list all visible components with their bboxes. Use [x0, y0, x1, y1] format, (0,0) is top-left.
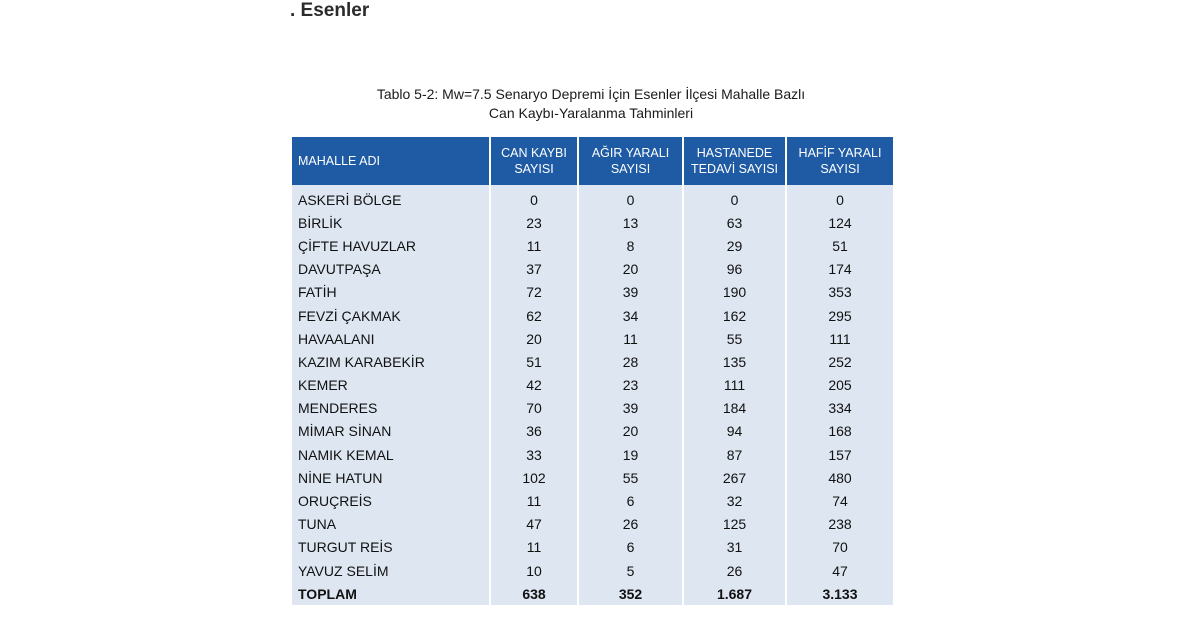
cell-hafif-yarali: 205 — [786, 374, 893, 397]
cell-mahalle-name: FEVZİ ÇAKMAK — [292, 304, 490, 327]
cell-hastanede-tedavi: 87 — [683, 443, 786, 466]
total-mahalle-name: TOPLAM — [292, 582, 490, 605]
cell-mahalle-name: TURGUT REİS — [292, 536, 490, 559]
cell-hafif-yarali: 480 — [786, 466, 893, 489]
table-total-row — [292, 582, 893, 605]
table-row — [292, 489, 893, 512]
cell-can-kaybi: 102 — [490, 466, 578, 489]
cell-hafif-yarali: 111 — [786, 327, 893, 350]
cell-can-kaybi: 62 — [490, 304, 578, 327]
caption-line-1: Tablo 5-2: Mw=7.5 Senaryo Depremi İçin Esenler İlçesi Mahalle Bazlı — [376, 86, 806, 102]
cell-agir-yarali: 13 — [578, 211, 683, 234]
cell-mahalle-name: DAVUTPAŞA — [292, 258, 490, 281]
cell-can-kaybi: 37 — [490, 258, 578, 281]
total-hastanede-tedavi: 1.687 — [683, 582, 786, 605]
cell-agir-yarali: 26 — [578, 513, 683, 536]
header-agir-yarali: AĞIR YARALI SAYISI — [578, 137, 683, 185]
cell-hastanede-tedavi: 32 — [683, 489, 786, 512]
cell-can-kaybi: 70 — [490, 397, 578, 420]
cell-mahalle-name: BİRLİK — [292, 211, 490, 234]
cell-agir-yarali: 28 — [578, 350, 683, 373]
table-row — [292, 234, 893, 257]
cell-hastanede-tedavi: 162 — [683, 304, 786, 327]
cell-can-kaybi: 47 — [490, 513, 578, 536]
cell-mahalle-name: MİMAR SİNAN — [292, 420, 490, 443]
cell-agir-yarali: 8 — [578, 234, 683, 257]
cell-agir-yarali: 6 — [578, 489, 683, 512]
table-header-row — [292, 137, 893, 185]
cell-hastanede-tedavi: 125 — [683, 513, 786, 536]
table-caption — [290, 85, 892, 123]
table-row — [292, 443, 893, 466]
cell-agir-yarali: 34 — [578, 304, 683, 327]
header-hafif-yarali: HAFİF YARALI SAYISI — [786, 137, 893, 185]
cell-hafif-yarali: 168 — [786, 420, 893, 443]
caption-line-2: Can Kaybı-Yaralanma Tahminleri — [488, 105, 694, 121]
table-row — [292, 211, 893, 234]
cell-mahalle-name: TUNA — [292, 513, 490, 536]
cell-can-kaybi: 11 — [490, 234, 578, 257]
table-row — [292, 374, 893, 397]
cell-hastanede-tedavi: 94 — [683, 420, 786, 443]
table-row — [292, 350, 893, 373]
cell-can-kaybi: 51 — [490, 350, 578, 373]
cell-can-kaybi: 23 — [490, 211, 578, 234]
table-row — [292, 281, 893, 304]
cell-agir-yarali: 6 — [578, 536, 683, 559]
cell-hafif-yarali: 353 — [786, 281, 893, 304]
header-can-kaybi: CAN KAYBI SAYISI — [490, 137, 578, 185]
cell-hastanede-tedavi: 184 — [683, 397, 786, 420]
cell-hastanede-tedavi: 96 — [683, 258, 786, 281]
cell-mahalle-name: MENDERES — [292, 397, 490, 420]
cell-mahalle-name: NİNE HATUN — [292, 466, 490, 489]
table-body — [292, 185, 893, 605]
total-hafif-yarali: 3.133 — [786, 582, 893, 605]
cell-can-kaybi: 0 — [490, 185, 578, 211]
cell-agir-yarali: 55 — [578, 466, 683, 489]
cell-mahalle-name: NAMIK KEMAL — [292, 443, 490, 466]
cell-hastanede-tedavi: 55 — [683, 327, 786, 350]
cell-mahalle-name: FATİH — [292, 281, 490, 304]
cell-hastanede-tedavi: 63 — [683, 211, 786, 234]
cell-hafif-yarali: 252 — [786, 350, 893, 373]
total-agir-yarali: 352 — [578, 582, 683, 605]
table-row — [292, 185, 893, 211]
table-row — [292, 304, 893, 327]
header-hastanede-tedavi: HASTANEDE TEDAVİ SAYISI — [683, 137, 786, 185]
cell-hastanede-tedavi: 190 — [683, 281, 786, 304]
cell-hastanede-tedavi: 111 — [683, 374, 786, 397]
cell-can-kaybi: 42 — [490, 374, 578, 397]
cell-hastanede-tedavi: 0 — [683, 185, 786, 211]
cell-hafif-yarali: 157 — [786, 443, 893, 466]
cell-agir-yarali: 11 — [578, 327, 683, 350]
cell-mahalle-name: ORUÇREİS — [292, 489, 490, 512]
header-mahalle-adi: MAHALLE ADI — [292, 137, 490, 185]
cell-mahalle-name: ÇİFTE HAVUZLAR — [292, 234, 490, 257]
cell-mahalle-name: HAVAALANI — [292, 327, 490, 350]
cell-can-kaybi: 33 — [490, 443, 578, 466]
cell-hastanede-tedavi: 31 — [683, 536, 786, 559]
cell-can-kaybi: 20 — [490, 327, 578, 350]
cell-hafif-yarali: 0 — [786, 185, 893, 211]
cell-hafif-yarali: 174 — [786, 258, 893, 281]
cell-can-kaybi: 11 — [490, 489, 578, 512]
table-row — [292, 559, 893, 582]
table-row — [292, 466, 893, 489]
cell-hafif-yarali: 70 — [786, 536, 893, 559]
cell-hafif-yarali: 74 — [786, 489, 893, 512]
cell-can-kaybi: 36 — [490, 420, 578, 443]
cell-hafif-yarali: 334 — [786, 397, 893, 420]
cell-mahalle-name: YAVUZ SELİM — [292, 559, 490, 582]
cell-hastanede-tedavi: 29 — [683, 234, 786, 257]
cell-hafif-yarali: 51 — [786, 234, 893, 257]
cell-agir-yarali: 39 — [578, 397, 683, 420]
cell-agir-yarali: 39 — [578, 281, 683, 304]
cell-hastanede-tedavi: 26 — [683, 559, 786, 582]
cell-can-kaybi: 11 — [490, 536, 578, 559]
cell-agir-yarali: 20 — [578, 258, 683, 281]
page-heading: . Esenler — [290, 0, 370, 21]
cell-hastanede-tedavi: 135 — [683, 350, 786, 373]
table-row — [292, 258, 893, 281]
cell-hafif-yarali: 238 — [786, 513, 893, 536]
cell-agir-yarali: 5 — [578, 559, 683, 582]
cell-agir-yarali: 19 — [578, 443, 683, 466]
table-row — [292, 420, 893, 443]
cell-hafif-yarali: 295 — [786, 304, 893, 327]
cell-mahalle-name: KEMER — [292, 374, 490, 397]
casualty-table — [292, 137, 893, 605]
cell-hafif-yarali: 124 — [786, 211, 893, 234]
cell-agir-yarali: 23 — [578, 374, 683, 397]
cell-agir-yarali: 0 — [578, 185, 683, 211]
cell-agir-yarali: 20 — [578, 420, 683, 443]
cell-mahalle-name: ASKERİ BÖLGE — [292, 185, 490, 211]
cell-can-kaybi: 72 — [490, 281, 578, 304]
table-row — [292, 397, 893, 420]
table-row — [292, 513, 893, 536]
total-can-kaybi: 638 — [490, 582, 578, 605]
cell-hastanede-tedavi: 267 — [683, 466, 786, 489]
table-row — [292, 536, 893, 559]
cell-hafif-yarali: 47 — [786, 559, 893, 582]
table-row — [292, 327, 893, 350]
cell-can-kaybi: 10 — [490, 559, 578, 582]
cell-mahalle-name: KAZIM KARABEKİR — [292, 350, 490, 373]
